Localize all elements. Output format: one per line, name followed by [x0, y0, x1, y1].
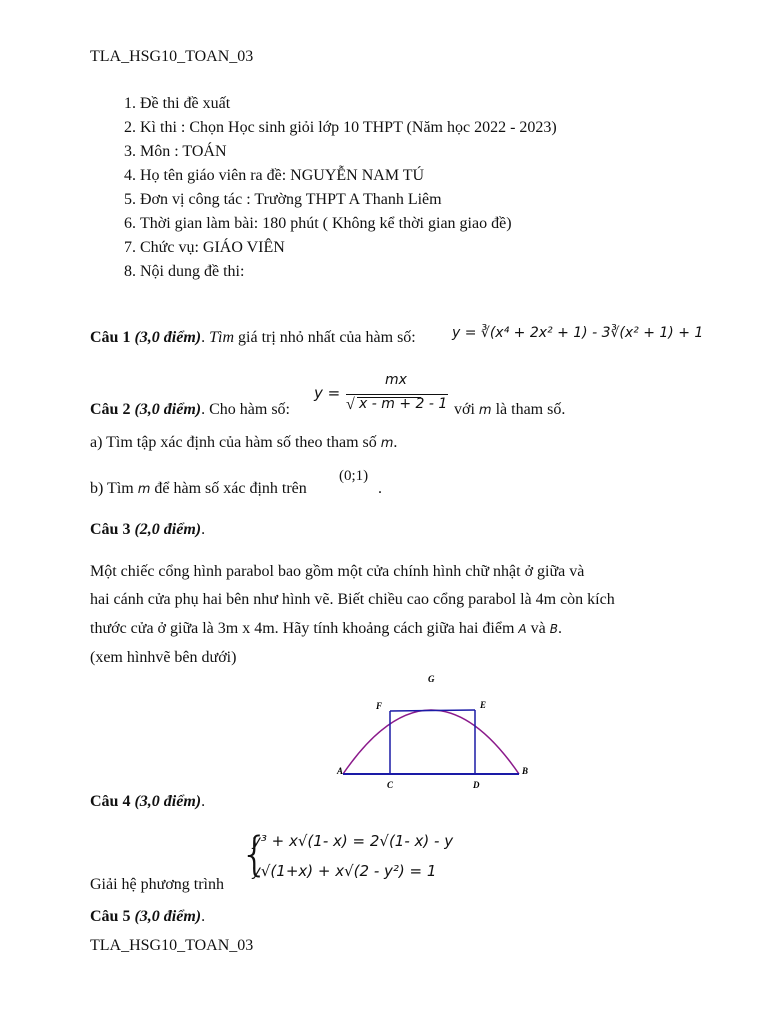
info-item: 6. Thời gian làm bài: 180 phút ( Không kể thời gian giao đề)	[140, 212, 557, 236]
equation-1: y³ + x√(1- x) = 2√(1- x) - y	[252, 832, 454, 850]
question-2-points: (3,0 điểm)	[134, 401, 202, 418]
info-item: 7. Chức vụ: GIÁO VIÊN	[140, 236, 557, 260]
label-c: C	[387, 780, 394, 790]
question-3-points: (2,0 điểm)	[134, 521, 202, 538]
parabola-curve	[343, 710, 519, 774]
info-item: 3. Môn : TOÁN	[140, 140, 557, 164]
label-f: F	[376, 701, 383, 711]
var-m: m	[478, 403, 492, 418]
var-m: m	[380, 436, 394, 451]
question-5-points: (3,0 điểm)	[134, 908, 202, 925]
info-item: 8. Nội dung đề thi:	[140, 260, 557, 284]
label-b: B	[522, 766, 529, 776]
sqrt-sign: √	[346, 396, 355, 413]
label-g: G	[428, 674, 435, 684]
equation-2: y√(1+x) + x√(2 - y²) = 1	[252, 862, 437, 880]
question-2-formula-lhs: y =	[314, 384, 341, 402]
label-d: D	[473, 780, 480, 790]
question-3-line1: Một chiếc cổng hình parabol bao gồm một cửa chính hình chữ nhật ở giữa và	[90, 563, 585, 580]
question-2-a-text: a) Tìm tập xác định của hàm số theo tham số	[90, 434, 377, 451]
footer-code: TLA_HSG10_TOAN_03	[90, 937, 254, 954]
question-2	[90, 401, 290, 419]
question-2-b	[90, 480, 307, 498]
point-a: A	[518, 622, 527, 636]
header-code: TLA_HSG10_TOAN_03	[90, 48, 254, 65]
question-2-b-text2: để hàm số xác định trên	[154, 480, 307, 497]
info-item: 4. Họ tên giáo viên ra đề: NGUYỄN NAM TÚ	[140, 164, 557, 188]
point-b: B	[549, 622, 558, 636]
question-3-line3: thước cửa ở giữa là 3m x 4m. Hãy tính khoảng cách giữa hai điểm A và B.	[90, 620, 562, 637]
question-2-label: Câu 2	[90, 401, 131, 418]
info-item: 5. Đơn vị công tác : Trường THPT A Thanh Liêm	[140, 188, 557, 212]
var-m: m	[137, 482, 151, 497]
question-2-denominator: x - m + 2 - 1	[359, 396, 448, 412]
question-1-points: (3,0 điểm)	[134, 329, 202, 346]
and-word: và	[530, 620, 546, 637]
question-1-verb: Tìm	[209, 329, 235, 346]
question-3-label: Câu 3	[90, 521, 131, 538]
question-2-b-text1: b) Tìm	[90, 480, 134, 497]
question-5-label: Câu 5	[90, 908, 131, 925]
exam-info-list	[94, 92, 557, 284]
question-4: Câu 4 (3,0 điểm).	[90, 793, 206, 810]
question-1-label: Câu 1	[90, 329, 131, 346]
question-4-points: (3,0 điểm)	[134, 793, 202, 810]
door-top	[390, 710, 475, 711]
question-4-text: Giải hệ phương trình	[90, 876, 224, 893]
fraction-bar	[346, 394, 448, 395]
label-a: A	[337, 766, 344, 776]
question-3-line4: (xem hìnhvẽ bên dưới)	[90, 649, 237, 666]
question-3: Câu 3 (2,0 điểm).	[90, 521, 206, 538]
question-1-text: giá trị nhỏ nhất của hàm số:	[234, 329, 416, 346]
question-2-after	[454, 401, 565, 419]
question-4-label: Câu 4	[90, 793, 131, 810]
with-word: với	[454, 401, 475, 418]
info-item: 1. Đề thi đề xuất	[140, 92, 557, 116]
question-2-a: a) Tìm tập xác định của hàm số theo tham số m.	[90, 434, 398, 451]
label-e: E	[480, 700, 487, 710]
question-5: Câu 5 (3,0 điểm).	[90, 908, 206, 925]
question-2-numerator: mx	[385, 372, 407, 388]
question-3-line3-text: thước cửa ở giữa là 3m x 4m. Hãy tính khoảng cách giữa hai điểm	[90, 620, 515, 637]
question-1: Câu 1 (3,0 điểm). Tìm giá trị nhỏ nhất của hàm số:	[90, 329, 416, 346]
param-text: là tham số.	[495, 401, 566, 418]
period: .	[378, 480, 382, 497]
gate-figure	[335, 672, 535, 792]
question-3-line2: hai cánh cửa phụ hai bên như hình vẽ. Biết chiều cao cổng parabol là 4m còn kích	[90, 591, 615, 608]
system-brace: {	[240, 827, 270, 881]
info-item: 2. Kì thi : Chọn Học sinh giỏi lớp 10 THPT (Năm học 2022 - 2023)	[140, 116, 557, 140]
question-2-text: . Cho hàm số:	[201, 401, 290, 418]
question-1-formula: y = ∛(x⁴ + 2x² + 1) - 3∛(x² + 1) + 1	[452, 325, 704, 341]
interval: (0;1)	[339, 468, 369, 484]
